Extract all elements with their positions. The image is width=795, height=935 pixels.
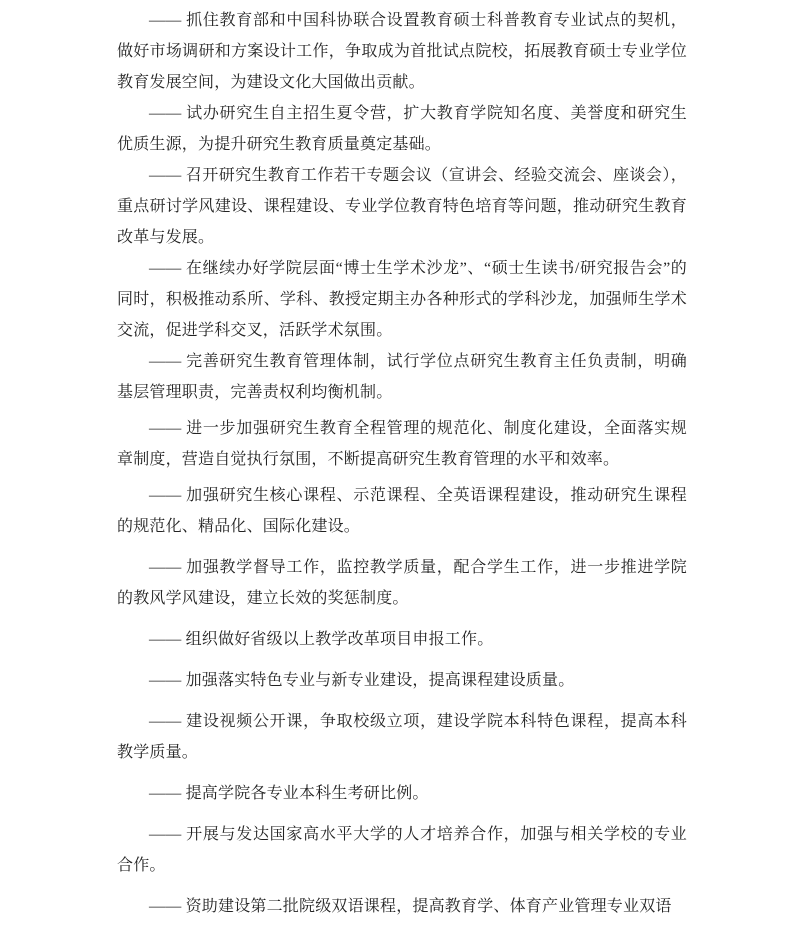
paragraph-10: —— 加强落实特色专业与新专业建设，提高课程建设质量。 [149,672,575,689]
paragraph-7: —— 加强研究生核心课程、示范课程、全英语课程建设，推动研究生课程的规范化、精品化、国际化建设。 [117,487,687,535]
paragraph-8: —— 加强教学督导工作，监控教学质量，配合学生工作，进一步推进学院的教风学风建设，建立长效的奖惩制度。 [117,559,687,607]
paragraph-3: —— 召开研究生教育工作若干专题会议（宣讲会、经验交流会、座谈会），重点研讨学风建设、课程建设、专业学位教育特色培育等问题，推动研究生教育改革与发展。 [117,167,687,246]
paragraph-5: —— 完善研究生教育管理体制，试行学位点研究生教育主任负责制，明确基层管理职责，完善责权利均衡机制。 [117,353,687,401]
paragraph-11: —— 建设视频公开课，争取校级立项，建设学院本科特色课程，提高本科教学质量。 [117,713,687,761]
paragraph-13: —— 开展与发达国家高水平大学的人才培养合作，加强与相关学校的专业合作。 [117,826,687,874]
paragraph-1: —— 抓住教育部和中国科协联合设置教育硕士科普教育专业试点的契机，做好市场调研和方案设计工作，争取成为首批试点院校，拓展教育硕士专业学位教育发展空间，为建设文化大国做出贡献。 [117,12,687,91]
paragraph-9: —— 组织做好省级以上教学改革项目申报工作。 [149,631,494,648]
paragraph-14: —— 资助建设第二批院级双语课程，提高教育学、体育产业管理专业双语 [149,898,672,915]
paragraph-2: —— 试办研究生自主招生夏令营，扩大教育学院知名度、美誉度和研究生优质生源，为提升研究生教育质量奠定基础。 [117,105,687,153]
paragraph-12: —— 提高学院各专业本科生考研比例。 [149,785,429,802]
paragraph-6: —— 进一步加强研究生教育全程管理的规范化、制度化建设，全面落实规章制度，营造自觉执行氛围，不断提高研究生教育管理的水平和效率。 [117,420,687,468]
paragraph-4: —— 在继续办好学院层面“博士生学术沙龙”、“硕士生读书/研究报告会”的同时，积极推动系所、学科、教授定期主办各种形式的学科沙龙，加强师生学术交流，促进学科交叉，活跃学术氛围。 [117,260,687,339]
